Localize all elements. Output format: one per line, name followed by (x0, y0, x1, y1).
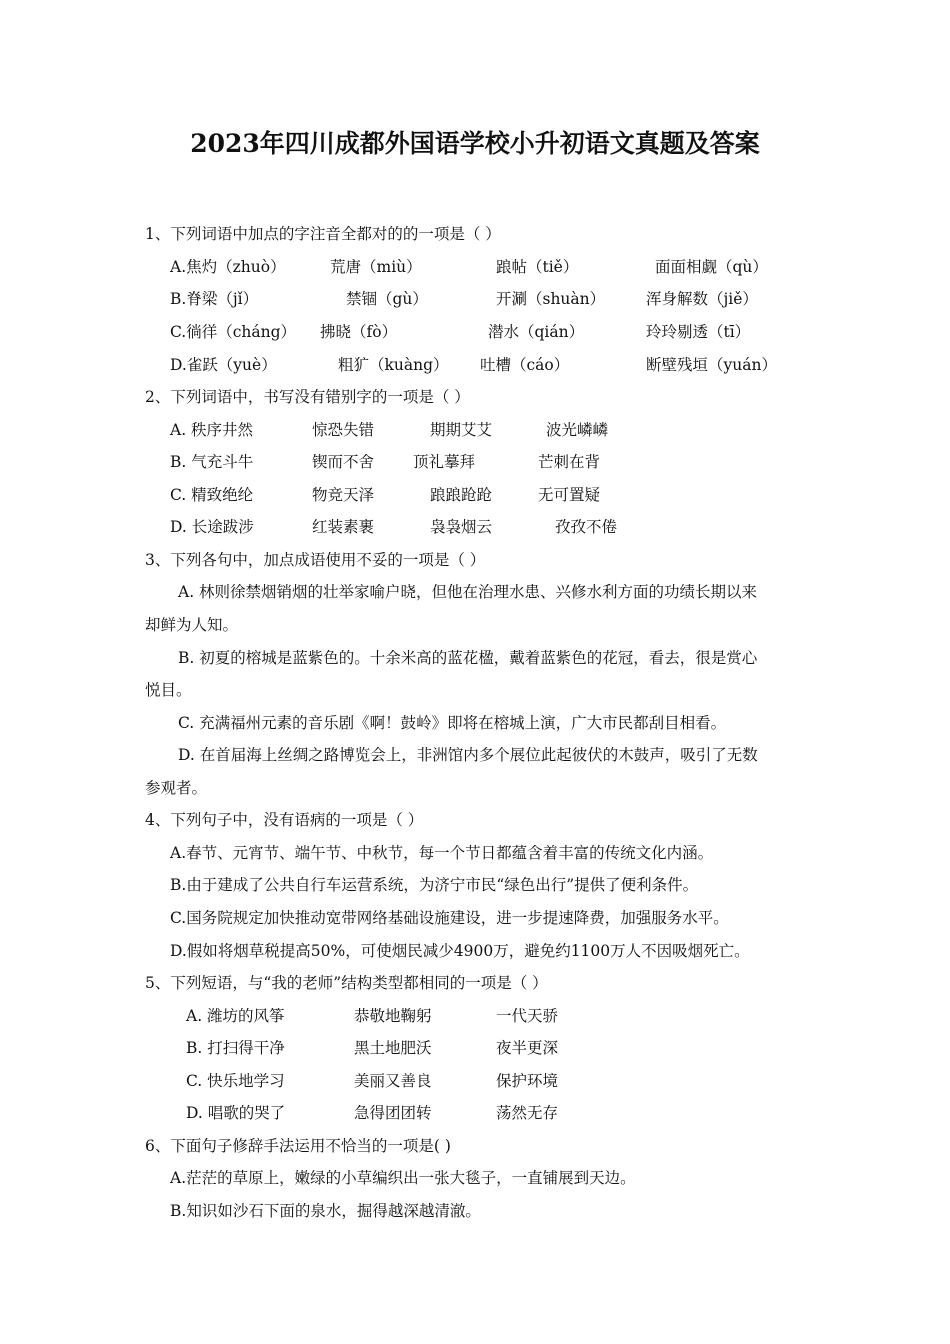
q5-d-phrase-3: 荡然无存 (496, 1104, 559, 1122)
q2-b-word-2: 锲而不舍 (312, 453, 375, 471)
q5-option-b (0, 1037, 950, 1059)
q2-c-word-3: 踉踉跄跄 (430, 486, 493, 504)
q1-b-word-2: 禁锢（gù） (346, 290, 428, 308)
q6-option-a: A.茫茫的草原上，嫩绿的小草编织出一张大毯子，一直铺展到天边。 (170, 1169, 636, 1187)
q1-a-word-1: A.焦灼（zhuò） (170, 258, 286, 276)
q5-a-phrase-1: A. 潍坊的风筝 (186, 1007, 285, 1025)
q2-c-word-1: C. 精致绝纶 (170, 486, 254, 504)
q1-d-word-4: 断壁残垣（yuán） (646, 356, 777, 374)
q5-option-c (0, 1070, 950, 1092)
q1-d-word-3: 吐槽（cáo） (480, 356, 570, 374)
q3-option-b-line-1: B. 初夏的榕城是蓝紫色的。十余米高的蓝花楹，戴着蓝紫色的花冠，看去，很是赏心 (178, 649, 758, 667)
q2-option-a (0, 419, 950, 441)
q5-d-phrase-2: 急得团团转 (354, 1104, 432, 1122)
q5-a-phrase-3: 一代天骄 (496, 1007, 559, 1025)
q3-option-a-line-1: A. 林则徐禁烟销烟的壮举家喻户晓，但他在治理水患、兴修水利方面的功绩长期以来 (178, 583, 758, 601)
q2-a-word-2: 惊恐失错 (312, 421, 375, 439)
q2-a-word-1: A. 秩序井然 (170, 421, 254, 439)
q5-b-phrase-1: B. 打扫得干净 (186, 1039, 285, 1057)
q5-b-phrase-3: 夜半更深 (496, 1039, 559, 1057)
q2-c-word-2: 物竞天泽 (312, 486, 375, 504)
document-title: 2023年四川成都外国语学校小升初语文真题及答案 (190, 129, 760, 158)
q3-option-d-line-1: D. 在首届海上丝绸之路博览会上，非洲馆内多个展位此起彼伏的木鼓声，吸引了无数 (178, 746, 758, 764)
q2-option-b (0, 451, 950, 473)
q2-option-c (0, 484, 950, 506)
q2-b-word-3: 顶礼摹拜 (413, 453, 476, 471)
q1-option-d (0, 354, 950, 376)
q2-stem: 2、下列词语中，书写没有错别字的一项是（ ） (145, 388, 470, 406)
q2-a-word-4: 波光嶙嶙 (546, 421, 609, 439)
q1-c-word-1: C.徜徉（cháng） (170, 323, 297, 341)
q1-c-word-3: 潜水（qián） (488, 323, 585, 341)
q2-b-word-1: B. 气充斗牛 (170, 453, 254, 471)
q2-a-word-3: 期期艾艾 (430, 421, 493, 439)
q2-b-word-4: 芒刺在背 (538, 453, 601, 471)
q5-b-phrase-2: 黑土地肥沃 (354, 1039, 432, 1057)
q1-stem: 1、下列词语中加点的字注音全都对的的一项是（ ） (145, 225, 501, 243)
q6-option-b: B.知识如沙石下面的泉水，掘得越深越清澈。 (170, 1202, 481, 1220)
q3-option-c: C. 充满福州元素的音乐剧《啊！鼓岭》即将在榕城上演，广大市民都刮目相看。 (178, 714, 727, 732)
q1-d-word-2: 粗犷（kuàng） (338, 356, 449, 374)
q5-a-phrase-2: 恭敬地鞠躬 (354, 1007, 432, 1025)
q4-option-c: C.国务院规定加快推动宽带网络基础设施建设，进一步提速降费，加强服务水平。 (170, 909, 729, 927)
q1-a-word-2: 荒唐（miù） (330, 258, 422, 276)
q2-d-word-2: 红装素裹 (312, 518, 375, 536)
q1-a-word-3: 踉帖（tiě） (496, 258, 579, 276)
q2-d-word-4: 孜孜不倦 (555, 518, 618, 536)
q2-option-d (0, 516, 950, 538)
q1-c-word-2: 拂晓（fò） (320, 323, 398, 341)
q4-option-a: A.春节、元宵节、端午节、中秋节，每一个节日都蕴含着丰富的传统文化内涵。 (170, 844, 714, 862)
q6-stem: 6、下面句子修辞手法运用不恰当的一项是( ) (145, 1137, 451, 1155)
q5-c-phrase-1: C. 快乐地学习 (186, 1072, 285, 1090)
q1-b-word-1: B.脊梁（jǐ） (170, 290, 259, 308)
q1-d-word-1: D.雀跃（yuè） (170, 356, 277, 374)
q5-c-phrase-2: 美丽又善良 (354, 1072, 432, 1090)
q2-c-word-4: 无可置疑 (538, 486, 601, 504)
q5-d-phrase-1: D. 唱歌的哭了 (186, 1104, 286, 1122)
q1-option-a (0, 256, 950, 278)
q1-option-c (0, 321, 950, 343)
q1-c-word-4: 玲玲剔透（tī） (646, 323, 751, 341)
q4-stem: 4、下列句子中，没有语病的一项是（ ） (145, 811, 424, 829)
q2-d-word-3: 袅袅烟云 (430, 518, 493, 536)
q5-stem: 5、下列短语，与“我的老师”结构类型都相同的一项是（ ） (145, 974, 548, 992)
q5-c-phrase-3: 保护环境 (496, 1072, 559, 1090)
q1-b-word-3: 开涮（shuàn） (496, 290, 606, 308)
q1-a-word-4: 面面相觑（qù） (655, 258, 768, 276)
q1-option-b (0, 288, 950, 310)
q4-option-d: D.假如将烟草税提高50%，可使烟民减少4900万，避免约1100万人不因吸烟死亡。 (170, 942, 750, 960)
q2-d-word-1: D. 长途跋涉 (170, 518, 254, 536)
q3-stem: 3、下列各句中，加点成语使用不妥的一项是（ ） (145, 551, 486, 569)
q4-option-b: B.由于建成了公共自行车运营系统，为济宁市民“绿色出行”提供了便利条件。 (170, 876, 699, 894)
q3-option-a-line-2: 却鲜为人知。 (145, 616, 239, 634)
q3-option-b-line-2: 悦目。 (145, 681, 192, 699)
q1-b-word-4: 浑身解数（jiě） (646, 290, 758, 308)
q5-option-a (0, 1005, 950, 1027)
q5-option-d (0, 1102, 950, 1124)
q3-option-d-line-2: 参观者。 (145, 779, 208, 797)
